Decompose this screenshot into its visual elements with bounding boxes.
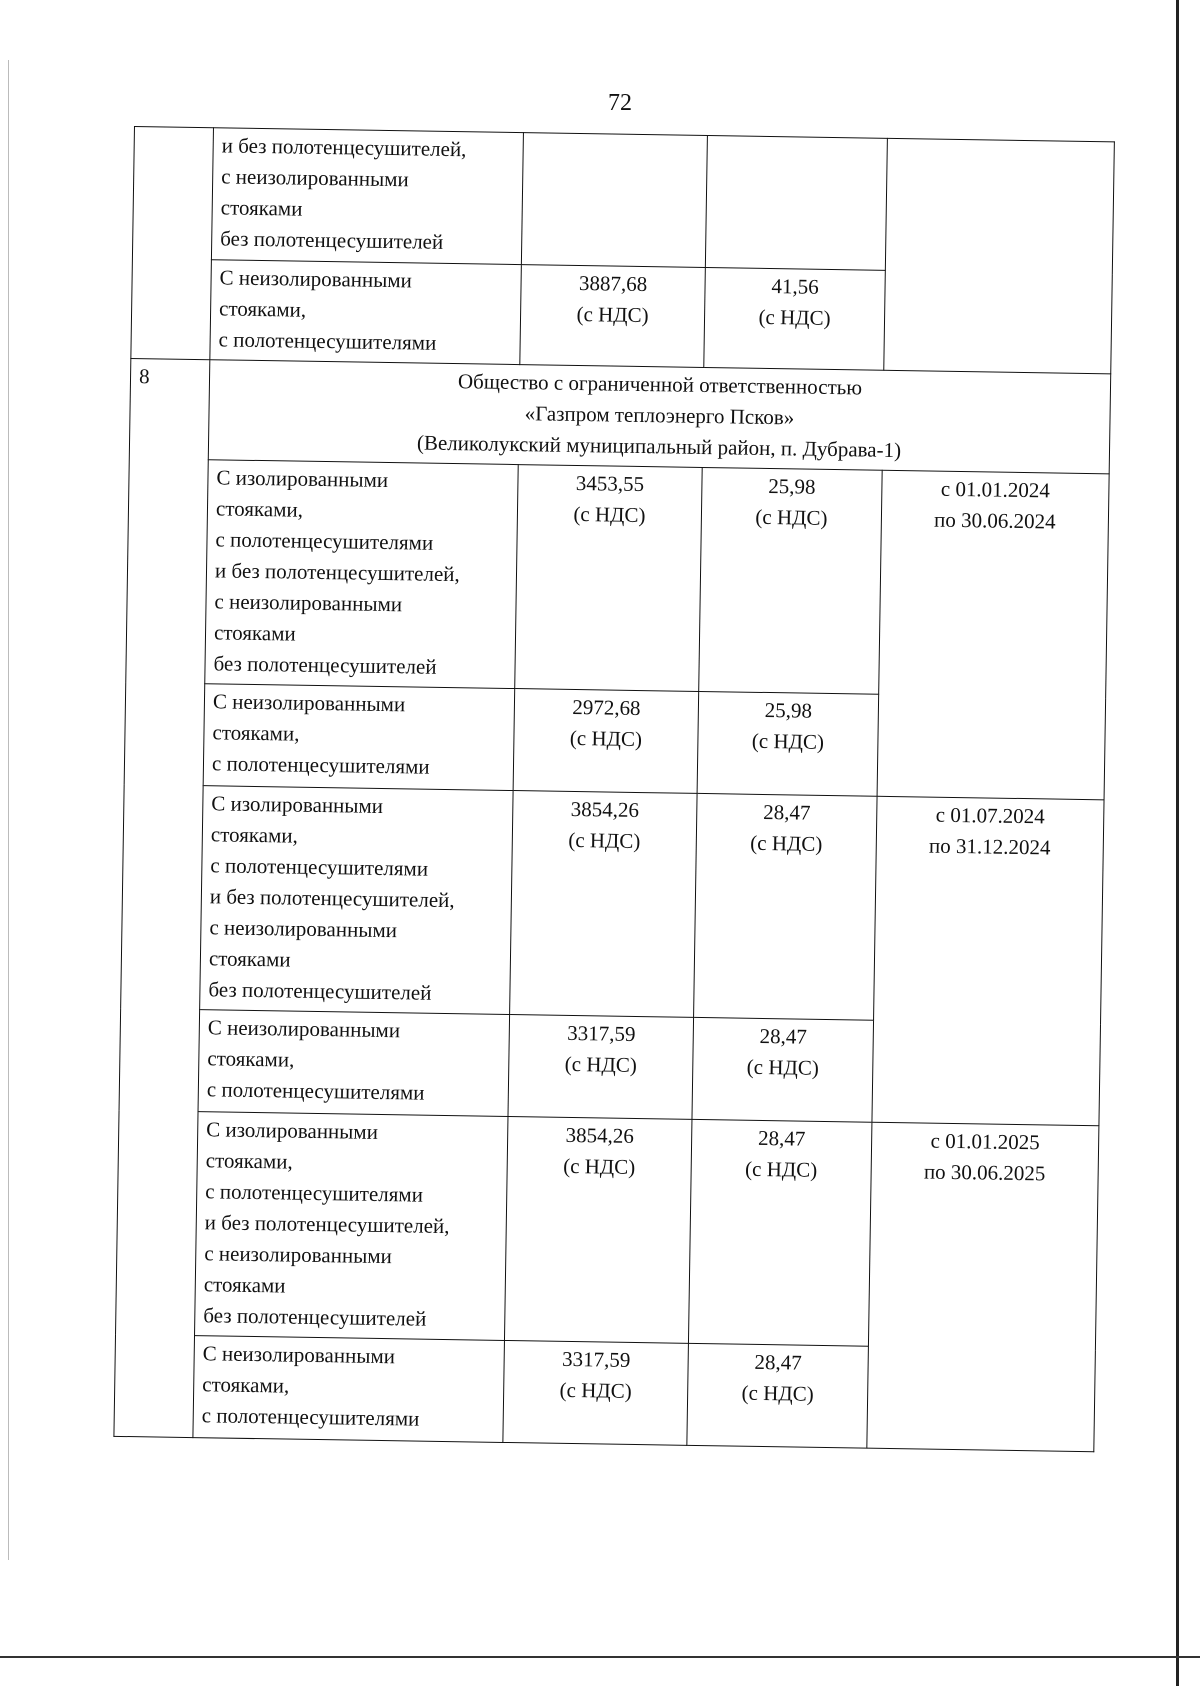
description-cell: С изолированными стояками, с полотенцесушителями и без полотенцесушителей, с неизолированными стояками без полотенцесушителей — [195, 1112, 508, 1341]
value1-cell-empty — [521, 133, 707, 268]
table-row — [126, 458, 1109, 697]
value2-cell: 25,98 (с НДС) — [699, 467, 882, 694]
value1-cell: 3887,68 (с НДС) — [520, 265, 706, 368]
value1-cell: 3854,26 (с НДС) — [504, 1116, 691, 1343]
value1-cell: 2972,68 (с НДС) — [513, 689, 699, 794]
value1-cell: 3317,59 (с НДС) — [508, 1015, 694, 1120]
description-cell: и без полотенцесушителей, с неизолированными стояками без полотенцесушителей — [211, 128, 523, 265]
description-cell: С неизолированными стояками, с полотенцесушителями — [193, 1336, 505, 1443]
table-row — [129, 358, 1110, 473]
description-cell: С изолированными стояками, с полотенцесушителями и без полотенцесушителей, с неизолированными стояками без полотенцесушителей — [200, 786, 513, 1015]
row-number: 8 — [114, 358, 210, 1437]
period-cell: с 01.01.2025 по 30.06.2025 — [867, 1122, 1099, 1452]
description-cell: С неизолированными стояками, с полотенцесушителями — [203, 684, 515, 791]
period-cell-empty — [884, 138, 1115, 374]
value1-cell: 3854,26 (с НДС) — [510, 791, 697, 1018]
organization-cell: Общество с ограниченной ответственностью «Газпром теплоэнерго Псков» (Великолукский муниципальный район, п. Дубрава-1) — [208, 360, 1110, 474]
description-cell: С изолированными стояками, с полотенцесушителями и без полотенцесушителей, с неизолированными стояками без полотенцесушителей — [205, 460, 518, 689]
table-row — [116, 1110, 1099, 1349]
scan-edge-left — [8, 60, 9, 1560]
tariff-table-wrapper — [113, 126, 1113, 1452]
value2-cell: 28,47 (с НДС) — [694, 793, 877, 1020]
description-cell: С неизолированными стояками, с полотенцесушителями — [210, 260, 522, 365]
value1-cell: 3453,55 (с НДС) — [515, 465, 702, 692]
scan-edge-bottom — [0, 1656, 1200, 1658]
value2-cell: 28,47 (с НДС) — [687, 1343, 869, 1448]
value2-cell: 28,47 (с НДС) — [692, 1017, 874, 1122]
number-cell-empty — [131, 127, 214, 360]
period-cell: с 01.07.2024 по 31.12.2024 — [872, 796, 1104, 1126]
period-cell: с 01.01.2024 по 30.06.2024 — [877, 470, 1109, 800]
value2-cell: 28,47 (с НДС) — [688, 1119, 871, 1346]
value2-cell: 25,98 (с НДС) — [697, 691, 879, 796]
table-row — [132, 127, 1114, 274]
value2-cell-empty — [705, 136, 887, 271]
description-cell: С неизолированными стояками, с полотенцесушителями — [198, 1010, 510, 1117]
value1-cell: 3317,59 (с НДС) — [503, 1340, 689, 1445]
scan-edge-right — [1176, 0, 1179, 1686]
table-row — [121, 784, 1104, 1023]
page-number: 72 — [608, 90, 632, 116]
value2-cell: 41,56 (с НДС) — [704, 267, 886, 370]
tariff-table — [113, 126, 1114, 1452]
